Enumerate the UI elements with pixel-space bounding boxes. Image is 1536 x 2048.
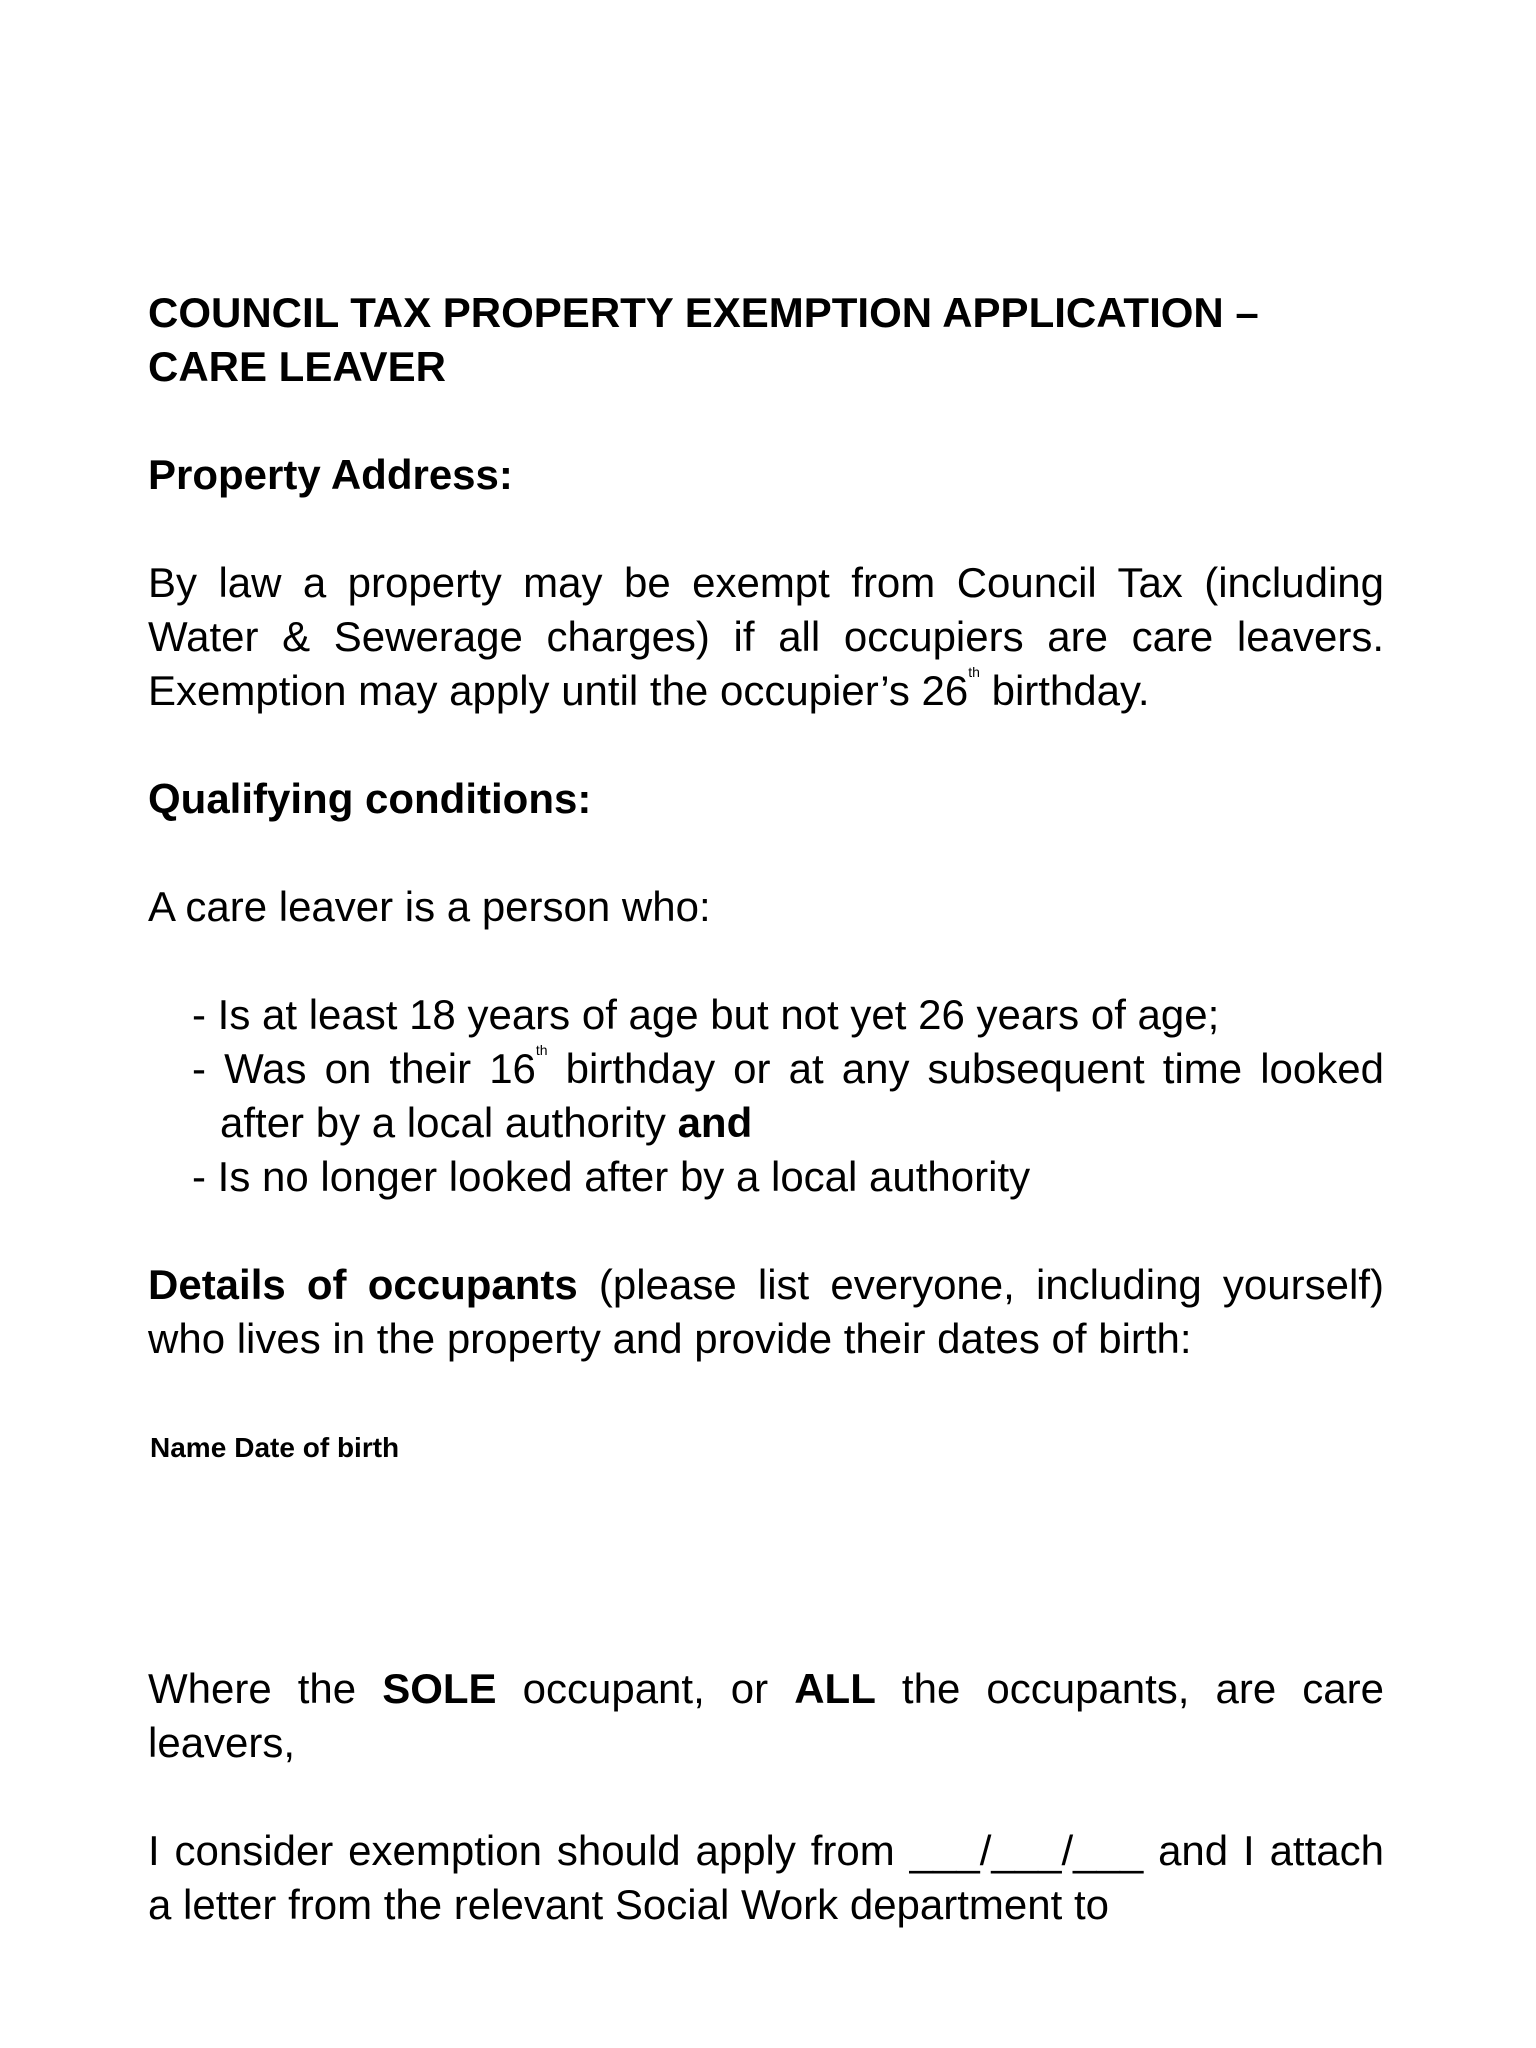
occupants-bold-lead: Details of occupants — [148, 1261, 578, 1308]
sole-occupant-paragraph — [148, 1662, 1384, 1770]
care-leaver-intro: A care leaver is a person who: — [148, 883, 711, 930]
condition-text-end: birthday or at any subsequent time looked after by a local authority — [220, 1045, 1384, 1146]
occupants-paragraph — [148, 1258, 1384, 1366]
condition-item — [192, 1042, 1384, 1150]
sole-text-1: Where the — [148, 1665, 383, 1712]
intro-ordinal-suffix: th — [968, 664, 980, 680]
property-address-label: Property Address: — [148, 451, 513, 498]
intro-text: By law a property may be exempt from Council Tax (including Water & Sewerage charges) if all occupiers are care leavers. Exemption may apply until the occupier’s 26 — [148, 559, 1384, 714]
sole-text-2: occupant, or — [496, 1665, 795, 1712]
conditions-list — [148, 988, 1384, 1204]
column-header-name: Name — [150, 1432, 227, 1463]
occupants-text: (please list everyone, including yourself) who lives in the property and provide their dates of birth: — [148, 1261, 1384, 1362]
condition-item: - Is at least 18 years of age but not yet 26 years of age; — [192, 991, 1220, 1038]
condition-ordinal-suffix: th — [535, 1042, 548, 1058]
qualifying-conditions-heading: Qualifying conditions: — [148, 775, 592, 822]
all-bold: ALL — [794, 1665, 876, 1712]
condition-item: - Is no longer looked after by a local authority — [192, 1153, 1031, 1200]
intro-text-end: birthday. — [979, 667, 1150, 714]
document-title-line-2: CARE LEAVER — [148, 343, 446, 390]
column-header-date-of-birth: Date of birth — [234, 1432, 400, 1463]
sole-bold: SOLE — [382, 1665, 497, 1712]
sole-text-3: the occupants, are care leavers, — [148, 1665, 1384, 1766]
intro-paragraph — [148, 556, 1384, 718]
occupants-table-header — [148, 1430, 1384, 1466]
exemption-date-paragraph: I consider exemption should apply from ___/___/___ and I attach a letter from the relevant Social Work department to — [148, 1827, 1384, 1928]
document-content — [148, 286, 1384, 1932]
condition-bold-and: and — [677, 1099, 753, 1146]
document-title-line-1: COUNCIL TAX PROPERTY EXEMPTION APPLICATION – — [148, 289, 1259, 336]
condition-text: - Was on their 16 — [192, 1045, 536, 1092]
